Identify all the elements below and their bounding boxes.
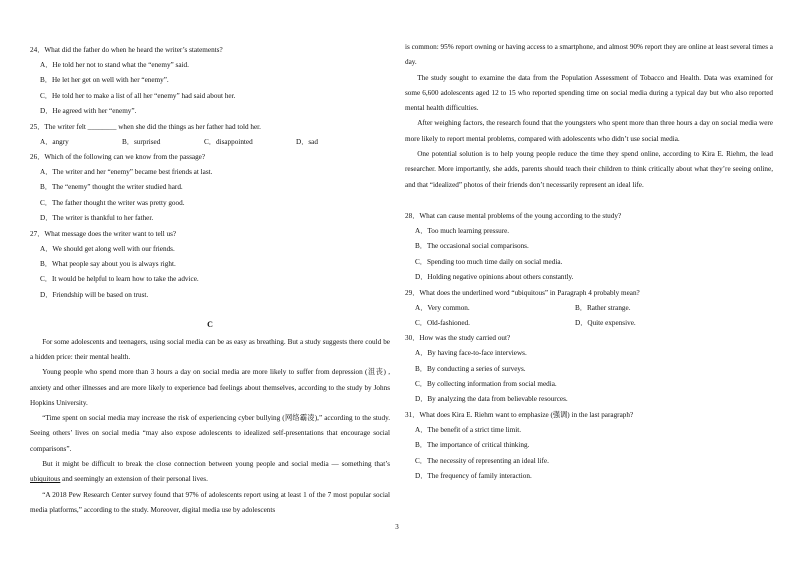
question-26 (30, 152, 390, 223)
option-c: C．Spending too much time daily on social media. (415, 257, 563, 266)
options-row (40, 137, 390, 147)
question-stem: 28．What can cause mental problems of the young according to the study? (405, 211, 622, 220)
page-number: 3 (395, 523, 399, 531)
option-b: B．He let her get on well with her “enemy”. (40, 76, 169, 85)
paragraph-4 (30, 457, 390, 488)
passage-c-continued (405, 40, 773, 193)
paragraph-7: After weighing factors, the research found that the youngsters who spent more than three hours a day on social media were more likely to report mental problems, compared with adolescents who didn’t use social media. (405, 119, 773, 143)
question-28 (405, 211, 773, 282)
right-column (405, 40, 773, 486)
option-c: C．disappointed (204, 137, 253, 146)
option-a: A．He told her not to stand what the “enemy” said. (40, 61, 189, 69)
paragraph-1: For some adolescents and teenagers, using social media can be as easy as breathing. But a study suggests there could be a hidden price: their mental health. (30, 337, 390, 361)
option-d: D．sad (296, 137, 318, 146)
option-c: C．Old-fashioned. (415, 318, 470, 327)
option-a: A．The writer and her “enemy” became best friends at last. (40, 167, 213, 176)
question-stem: 24．What did the father do when he heard the writer’s statements? (30, 46, 223, 54)
option-a: A．The benefit of a strict time limit. (415, 425, 521, 434)
option-d: D．He agreed with her “enemy”. (40, 107, 137, 116)
question-stem: 25．The writer felt ________ when she did the things as her father had told her. (30, 122, 261, 131)
option-b: B．The occasional social comparisons. (415, 242, 529, 251)
option-a: A．Very common. (415, 303, 470, 312)
option-b: B．What people say about you is always right. (40, 259, 176, 268)
option-b: B．Rather strange. (575, 303, 631, 312)
paragraph-5: “A 2018 Pew Research Center survey found that 97% of adolescents report using at least 1 of the 7 most popular social media platforms,” according to the study. Moreover, digital media use by adolescents (30, 490, 390, 514)
option-d: D．By analyzing the data from believable resources. (415, 395, 568, 404)
option-b: B．By conducting a series of surveys. (415, 364, 526, 373)
question-stem: 30．How was the study carried out? (405, 334, 511, 343)
option-b: B．The importance of critical thinking. (415, 441, 530, 450)
question-31 (405, 410, 773, 481)
passage-c (30, 335, 390, 519)
option-a: A．angry (40, 137, 69, 146)
paragraph-2: Young people who spend more than 3 hours a day on social media are more likely to suffer from depression (沮丧) , anxiety and other illnesses and are more likely to experience bad feelings about themselves, according to the study by Johns Hopkins University. (30, 368, 390, 407)
paragraph-3: “Time spent on social media may increase the risk of experiencing cyber bullying (网络霸凌),” according to the study. Seeing others’ lives on social media “may also expose adolescents to idealized self-presentations that encourage social comparisons”. (30, 414, 390, 453)
options-row (415, 318, 773, 328)
option-b: B．The “enemy” thought the writer studied hard. (40, 183, 183, 192)
option-a: A．We should get along well with our friends. (40, 244, 175, 253)
left-column (30, 40, 390, 518)
question-stem: 27．What message does the writer want to tell us? (30, 229, 177, 238)
option-a: A．By having face-to-face interviews. (415, 349, 527, 358)
question-27 (30, 229, 390, 300)
option-d: D．The frequency of family interaction. (415, 472, 532, 481)
option-d: D．Holding negative opinions about others constantly. (415, 273, 574, 282)
option-d: D．The writer is thankful to her father. (40, 214, 154, 223)
question-25 (30, 122, 390, 147)
question-stem: 29．What does the underlined word “ubiquitous” in Paragraph 4 probably mean? (405, 288, 640, 297)
question-29 (405, 288, 773, 328)
question-24 (30, 45, 390, 116)
paragraph-5-continued: is common: 95% report owning or having access to a smartphone, and almost 90% report they are online at least several times a day. (405, 43, 773, 67)
option-c: C．The necessity of representing an ideal life. (415, 456, 549, 465)
option-c: C．He told her to make a list of all her “enemy” had said about her. (40, 91, 236, 100)
question-30 (405, 333, 773, 404)
option-b: B．surprised (122, 137, 161, 146)
option-c: C．The father thought the writer was pretty good. (40, 198, 185, 207)
option-a: A．Too much learning pressure. (415, 226, 510, 235)
underlined-word: ubiquitous (30, 475, 61, 484)
options-row (415, 303, 773, 313)
paragraph-4-text-after: and seemingly an extension of their personal lives. (60, 475, 208, 484)
question-stem: 26．Which of the following can we know from the passage? (30, 152, 206, 161)
question-stem: 31．What does Kira E. Riehm want to emphasize (强调) in the last paragraph? (405, 410, 634, 419)
option-c: C．By collecting information from social media. (415, 380, 557, 389)
section-title: C (207, 319, 213, 329)
paragraph-8: One potential solution is to help young people reduce the time they spend online, according to Kira E. Riehm, the lead researcher. More importantly, she adds, parents should teach their children to think critically about what they’re seeing online, and that “idealized” photos of their friends don’t necessarily represent an ideal life. (405, 150, 773, 189)
paragraph-4-text-before: But it might be difficult to break the close connection between young people and social media — something that’s (42, 460, 390, 469)
paragraph-6: The study sought to examine the data from the Population Assessment of Tobacco and Health. Data was examined for some 6,600 adolescents aged 12 to 15 who reported spending time on social media during a typical day but who also reported mental health difficulties. (405, 73, 773, 113)
option-c: C．It would be helpful to learn how to take the advice. (40, 275, 199, 284)
option-d: D．Friendship will be based on trust. (40, 290, 149, 299)
option-d: D．Quite expensive. (575, 318, 636, 327)
